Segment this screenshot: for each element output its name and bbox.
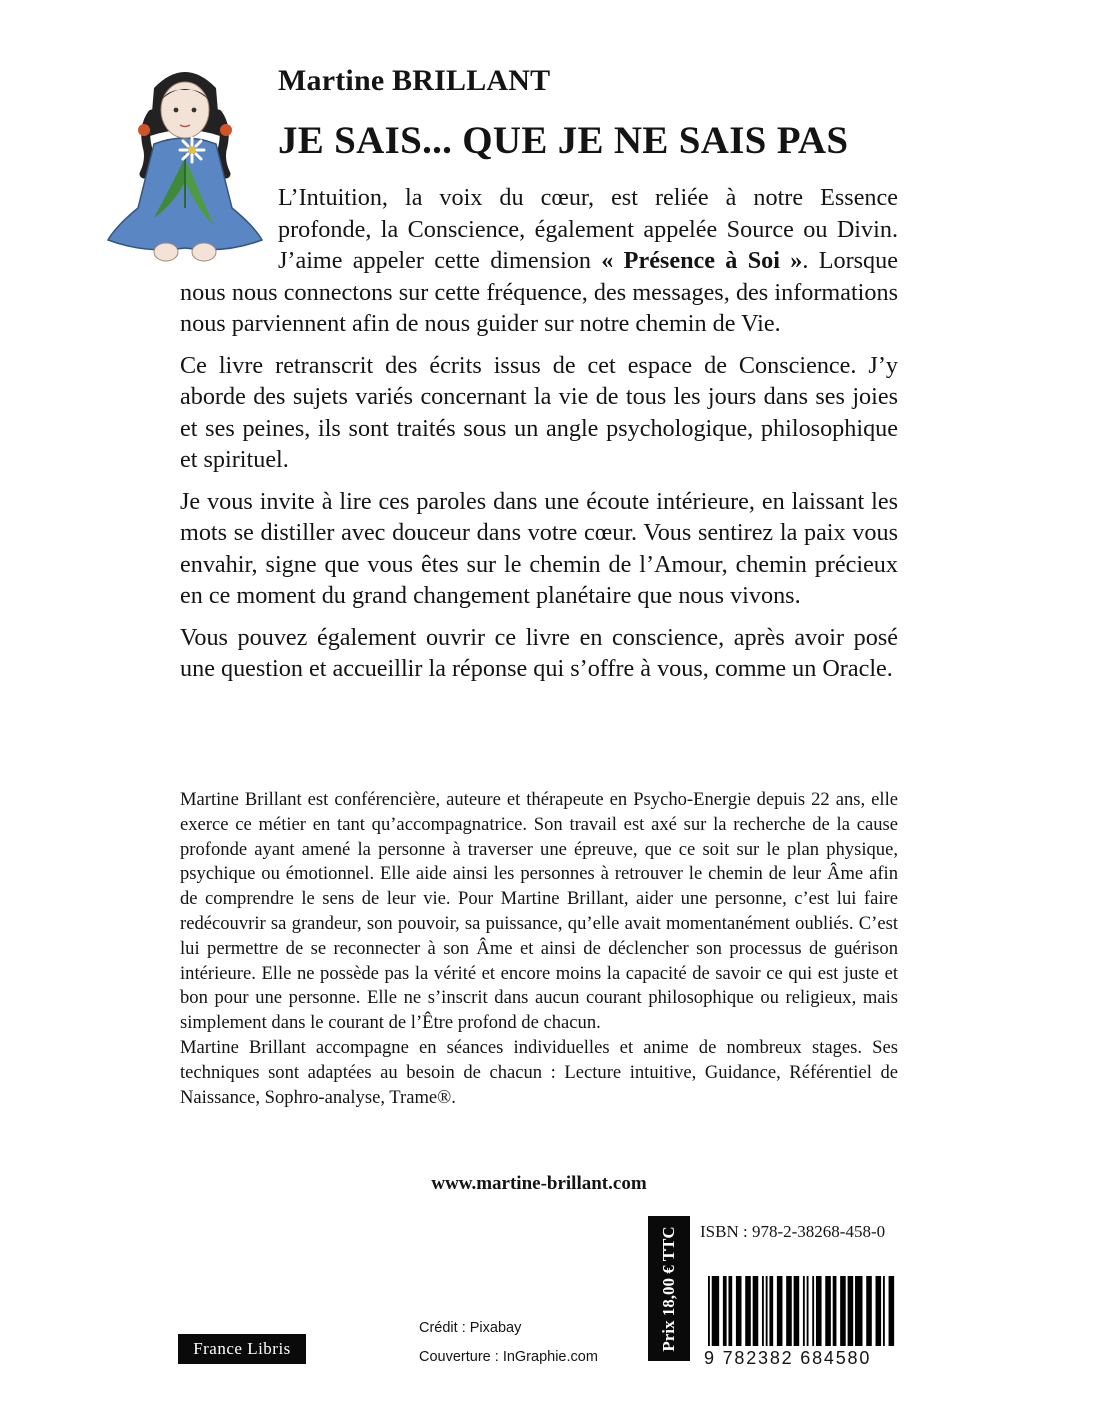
barcode-bar — [840, 1276, 846, 1346]
barcode-bar — [753, 1276, 759, 1346]
barcode-bar — [848, 1276, 854, 1346]
price-label — [648, 1216, 690, 1361]
cover-credit: Couverture : InGraphie.com — [419, 1349, 598, 1365]
barcode-bar — [766, 1276, 768, 1346]
bio-paragraph-2: Martine Brillant accompagne en séances individuelles et anime de nombreux stages. Ses techniques sont adaptées au besoin de chacun : Lecture intuitive, Guidance, Référentiel de Naissance, Sophro-analyse, Trame®. — [180, 1036, 898, 1108]
intro-paragraph-2: Ce livre retranscrit des écrits issus de cet espace de Conscience. J’y aborde des sujets variés concernant la vie de tous les jours dans ses joies et ses peines, ils sont traités sous un angle psychologique, philosophique et spirituel. — [180, 351, 898, 473]
author-bio — [180, 788, 898, 1110]
barcode-bar — [728, 1276, 732, 1346]
intro-bold-phrase: « Présence à Soi » — [601, 247, 803, 274]
barcode-bar — [786, 1276, 792, 1346]
author-name: Martine BRILLANT — [278, 64, 551, 97]
barcode-bar — [777, 1276, 783, 1346]
barcode-bar — [812, 1276, 814, 1346]
intro-paragraph-1: L’Intuition, la voix du cœur, est reliée à notre Essence profonde, la Conscience, également appelée Source ou Divin. J’aime appeler cette dimension « Présence à Soi ». Lorsque nous nous connectons sur cette fréquence, des messages, des informations nous parviennent afin de nous guider sur notre chemin de Vie. — [180, 184, 898, 337]
barcode-bar — [708, 1276, 710, 1346]
bio-paragraph-1: Martine Brillant est conférencière, auteure et thérapeute en Psycho-Energie depuis 22 ans, elle exerce ce métier en tant qu’accompagnatrice. Son travail est axé sur la recherche de la cause profonde ayant amené la personne à traverser une épreuve, que ce soit sur le plan physique, psychique ou émotionnel. Elle aide ainsi les personnes à retrouver le chemin de leur Âme afin de comprendre le sens de leur vie. Pour Martine Brillant, aider une personne, c’est lui faire redécouvrir sa grandeur, son pouvoir, sa puissance, qu’elle avait momentanément oubliés. C’est lui permettre de se reconnecter à son Âme et ainsi de déclencher son processus de guérison intérieure. Elle ne possède pas la vérité et encore moins la capacité de savoir ce qui est juste et bon pour une personne. Elle ne s’inscrit dans aucun courant philosophique ou religieux, mais simplement dans le courant de l’Être profond de chacun. — [180, 789, 898, 1034]
barcode-bar — [736, 1276, 742, 1346]
barcode-bar — [712, 1276, 719, 1346]
intro-paragraph-3: Je vous invite à lire ces paroles dans une écoute intérieure, en laissant les mots se distiller avec douceur dans votre cœur. Vous sentirez la paix vous envahir, signe que vous êtes sur le chemin de l’Amour, chemin précieux en ce moment du grand changement planétaire que nous vivons. — [180, 487, 898, 609]
barcode-bar — [723, 1276, 727, 1346]
barcode-bar — [807, 1276, 809, 1346]
barcode-bar — [855, 1276, 862, 1346]
barcode-bar — [745, 1276, 751, 1346]
barcode-bar — [816, 1276, 822, 1346]
barcode-bar — [883, 1276, 885, 1346]
barcode-bar — [833, 1276, 837, 1346]
barcode-icon — [708, 1276, 896, 1346]
intro-paragraph-4: Vous pouvez également ouvrir ce livre en conscience, après avoir posé une question et accueillir la réponse qui s’offre à vous, comme un Oracle. — [180, 623, 898, 682]
barcode-bar — [803, 1276, 805, 1346]
barcode-bar — [876, 1276, 882, 1346]
intro-text — [180, 182, 898, 695]
publisher-logo: France Libris — [178, 1334, 306, 1364]
book-title: JE SAIS... QUE JE NE SAIS PAS — [278, 119, 849, 162]
barcode-bar — [866, 1276, 872, 1346]
price-text: Prix 18,00 € TTC — [659, 1225, 678, 1352]
website-url: www.martine-brillant.com — [431, 1173, 647, 1194]
barcode-bar — [769, 1276, 773, 1346]
barcode-digits: 9 782382 684580 — [704, 1348, 872, 1368]
barcode-bar — [794, 1276, 800, 1346]
image-credit: Crédit : Pixabay — [419, 1320, 522, 1336]
barcode-bar — [889, 1276, 895, 1346]
barcode-bar — [825, 1276, 831, 1346]
isbn-label: ISBN : 978-2-38268-458-0 — [700, 1222, 886, 1241]
barcode-bar — [762, 1276, 764, 1346]
